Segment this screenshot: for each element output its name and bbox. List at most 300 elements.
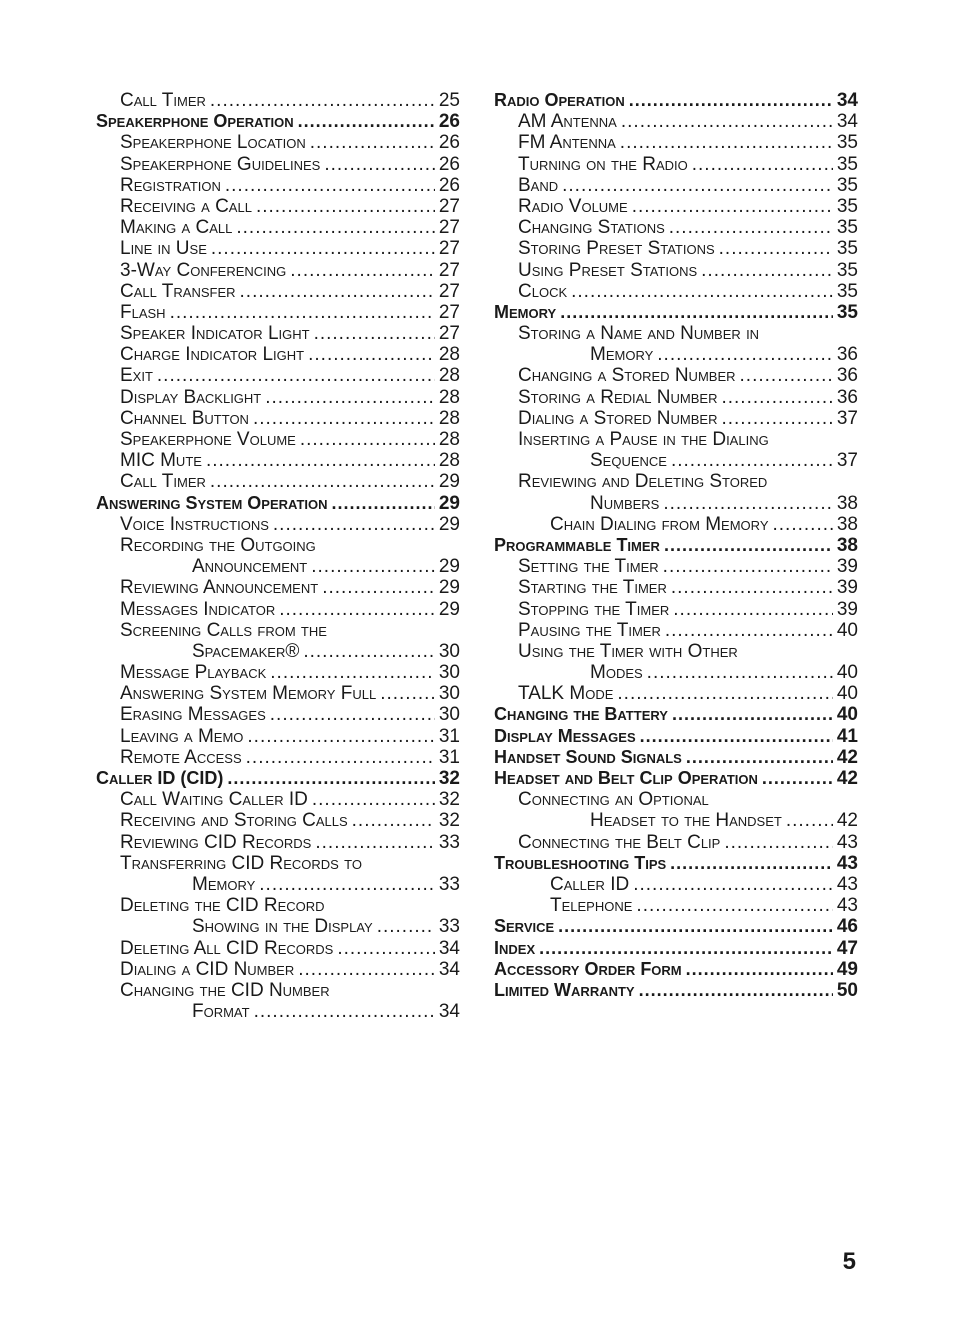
toc-leader-dots <box>225 175 435 196</box>
toc-page-number: 29 <box>438 492 460 514</box>
toc-page-number: 27 <box>438 323 460 345</box>
toc-left-column <box>96 90 460 1022</box>
toc-page-number: 35 <box>836 238 858 260</box>
toc-entry[interactable] <box>494 196 858 217</box>
toc-leader-dots <box>724 832 833 853</box>
toc-page-number: 35 <box>836 217 858 239</box>
toc-page-number: 43 <box>836 873 858 895</box>
toc-leader-dots <box>246 747 435 768</box>
toc-page-number: 37 <box>836 450 858 472</box>
toc-entry-title: Message Playback <box>120 662 267 684</box>
toc-section-entry[interactable] <box>494 916 858 937</box>
toc-entry[interactable] <box>494 365 858 386</box>
toc-entry[interactable] <box>96 154 460 175</box>
toc-entry[interactable] <box>96 641 460 662</box>
toc-entry-title: Answering System Operation <box>96 492 328 513</box>
toc-section-entry[interactable] <box>494 980 858 1001</box>
toc-entry[interactable] <box>96 175 460 196</box>
toc-entry-title: Memory <box>590 344 654 366</box>
toc-entry[interactable] <box>494 175 858 196</box>
toc-entry-title: Speaker Indicator Light <box>120 323 310 345</box>
toc-entry-title: Headset to the Handset <box>590 810 782 832</box>
toc-page-number: 43 <box>836 895 858 917</box>
toc-page-number: 32 <box>438 810 460 832</box>
toc-leader-dots <box>303 641 435 662</box>
toc-entry[interactable] <box>96 959 460 980</box>
toc-page-number: 38 <box>836 492 858 514</box>
toc-entry-title: Accessory Order Form <box>494 958 682 979</box>
toc-leader-dots <box>256 196 435 217</box>
toc-leader-dots <box>337 938 435 959</box>
toc-entry-title: Voice Instructions <box>120 513 269 535</box>
toc-entry-title: Answering System Memory Full <box>120 683 377 705</box>
toc-section-entry[interactable] <box>96 111 460 132</box>
toc-entry[interactable] <box>494 493 858 514</box>
toc-leader-dots <box>210 471 435 492</box>
toc-entry-wrapped-title[interactable]: Transferring CID Records to <box>120 852 362 874</box>
toc-entry-title: Caller ID (CID) <box>96 768 224 788</box>
toc-leader-dots <box>312 789 435 810</box>
toc-leader-dots <box>719 238 833 259</box>
toc-page-number: 30 <box>438 683 460 705</box>
toc-page-number: 42 <box>836 810 858 832</box>
toc-leader-dots <box>332 493 435 514</box>
toc-entry-title: Charge Indicator Light <box>120 344 305 366</box>
toc-entry[interactable] <box>494 260 858 281</box>
toc-entry-title: Spacemaker® <box>192 640 300 662</box>
toc-entry[interactable] <box>96 281 460 302</box>
toc-page-number: 36 <box>836 365 858 387</box>
toc-entry[interactable] <box>96 365 460 386</box>
toc-entry[interactable] <box>494 450 858 471</box>
toc-entry[interactable] <box>96 1001 460 1022</box>
toc-entry-title: Call Waiting Caller ID <box>120 789 308 811</box>
toc-page-number: 33 <box>438 873 460 895</box>
toc-entry[interactable] <box>494 217 858 238</box>
toc-leader-dots <box>254 1001 435 1022</box>
toc-page-number: 31 <box>438 746 460 768</box>
toc-entry-title: Turning on the Radio <box>518 153 688 175</box>
toc-entry-title: Display Messages <box>494 725 636 746</box>
toc-entry-title: Using Preset Stations <box>518 259 698 281</box>
toc-leader-dots <box>170 302 435 323</box>
page-number: 5 <box>842 1248 856 1275</box>
toc-leader-dots <box>300 429 435 450</box>
toc-entry[interactable] <box>96 238 460 259</box>
toc-entry[interactable] <box>96 683 460 704</box>
toc-entry[interactable] <box>96 90 460 111</box>
toc-entry-title: Dialing a CID Number <box>120 958 295 980</box>
toc-section-entry[interactable] <box>494 726 858 747</box>
toc-entry-title: Flash <box>120 301 166 323</box>
toc-page-number: 40 <box>836 683 858 705</box>
toc-leader-dots <box>259 874 435 895</box>
toc-page-number: 26 <box>438 153 460 175</box>
toc-entry[interactable] <box>494 344 858 365</box>
toc-page-number: 28 <box>438 429 460 450</box>
toc-leader-dots <box>663 493 833 514</box>
toc-leader-dots <box>647 662 833 683</box>
toc-leader-dots <box>639 980 833 1001</box>
toc-leader-dots <box>298 111 435 132</box>
toc-section-entry[interactable] <box>494 938 858 959</box>
toc-leader-dots <box>620 132 833 153</box>
toc-leader-dots <box>617 683 832 704</box>
toc-entry-title: Changing Stations <box>518 217 665 239</box>
toc-entry-title: Display Backlight <box>120 386 262 408</box>
toc-entry-title: Band <box>518 174 559 196</box>
toc-entry-title: Service <box>494 916 555 937</box>
toc-page-number: 25 <box>438 90 460 111</box>
toc-entry[interactable] <box>96 747 460 768</box>
toc-entry[interactable] <box>96 726 460 747</box>
toc-entry-title: Changing a Stored Number <box>518 365 736 387</box>
toc-page-number: 27 <box>438 301 460 323</box>
toc-entry-wrapped-title[interactable]: Reviewing and Deleting Stored <box>518 471 768 493</box>
toc-entry[interactable] <box>96 260 460 281</box>
toc-page-number: 29 <box>438 513 460 535</box>
toc-section-entry[interactable] <box>96 768 460 789</box>
toc-entry[interactable] <box>494 662 858 683</box>
toc-entry-title: TALK Mode <box>518 683 614 705</box>
toc-entry-title: Handset Sound Signals <box>494 746 682 767</box>
toc-page-number: 28 <box>438 365 460 387</box>
toc-page-number: 38 <box>836 534 858 556</box>
toc-section-entry[interactable] <box>96 493 460 514</box>
toc-leader-dots <box>686 747 833 768</box>
toc-leader-dots <box>560 302 833 323</box>
toc-entry-title: Troubleshooting Tips <box>494 852 667 873</box>
toc-page-number: 32 <box>438 768 460 789</box>
toc-page-number: 38 <box>836 513 858 535</box>
toc-leader-dots <box>211 238 435 259</box>
toc-entry-title: 3-Way Conferencing <box>120 259 287 281</box>
toc-page-number: 27 <box>438 259 460 281</box>
toc-section-entry[interactable] <box>494 959 858 980</box>
toc-page-number: 34 <box>438 958 460 980</box>
toc-leader-dots <box>692 154 833 175</box>
toc-page-number: 39 <box>836 556 858 578</box>
toc-page-number: 28 <box>438 386 460 408</box>
toc-entry-title: Registration <box>120 174 221 196</box>
toc-page-number: 41 <box>836 725 858 747</box>
toc-entry-wrapped-title[interactable]: Recording the Outgoing <box>120 534 316 556</box>
toc-entry[interactable] <box>96 832 460 853</box>
toc-page-number: 33 <box>438 831 460 853</box>
toc-leader-dots <box>721 408 832 429</box>
toc-leader-dots <box>314 323 435 344</box>
toc-page-number: 35 <box>836 259 858 281</box>
toc-entry-title: Reviewing CID Records <box>120 831 312 853</box>
toc-page-number: 40 <box>836 619 858 641</box>
toc-page-number: 29 <box>438 556 460 578</box>
toc-entry-title: Erasing Messages <box>120 704 266 726</box>
toc-entry-title: Memory <box>494 301 557 322</box>
toc-entry-title: Announcement <box>192 556 308 578</box>
toc-leader-dots <box>298 959 435 980</box>
toc-page-number: 28 <box>438 407 460 429</box>
toc-entry[interactable] <box>96 599 460 620</box>
toc-page-number: 40 <box>836 704 858 726</box>
toc-leader-dots <box>206 450 435 471</box>
toc-section-entry[interactable] <box>494 853 858 874</box>
toc-leader-dots <box>740 365 833 386</box>
toc-entry[interactable] <box>96 938 460 959</box>
toc-entry[interactable] <box>494 556 858 577</box>
toc-leader-dots <box>270 662 435 683</box>
toc-entry[interactable] <box>494 577 858 598</box>
toc-page-number: 40 <box>836 662 858 684</box>
toc-entry-title: Reviewing Announcement <box>120 577 319 599</box>
toc-leader-dots <box>671 577 833 598</box>
toc-leader-dots <box>157 365 435 386</box>
toc-page-number: 29 <box>438 577 460 599</box>
toc-leader-dots <box>664 535 833 556</box>
toc-page-number: 29 <box>438 471 460 493</box>
toc-entry[interactable] <box>494 132 858 153</box>
toc-leader-dots <box>762 768 833 789</box>
toc-leader-dots <box>380 683 435 704</box>
toc-entry-title: Stopping the Timer <box>518 598 670 620</box>
toc-page-number: 35 <box>836 174 858 196</box>
toc-page-number: 47 <box>836 937 858 959</box>
toc-entry[interactable] <box>96 450 460 471</box>
toc-leader-dots <box>322 577 435 598</box>
toc-leader-dots <box>670 853 833 874</box>
toc-entry[interactable] <box>494 281 858 302</box>
toc-leader-dots <box>721 387 832 408</box>
toc-leader-dots <box>701 260 833 281</box>
toc-entry[interactable] <box>96 577 460 598</box>
toc-leader-dots <box>665 620 833 641</box>
toc-page-number: 43 <box>836 852 858 874</box>
toc-entry-title: Modes <box>590 662 643 684</box>
toc-leader-dots <box>377 916 435 937</box>
toc-leader-dots <box>265 387 435 408</box>
toc-entry[interactable] <box>494 895 858 916</box>
toc-entry[interactable] <box>96 217 460 238</box>
toc-entry-title: Showing in the Display <box>192 916 373 938</box>
toc-entry[interactable] <box>96 387 460 408</box>
toc-entry[interactable] <box>96 196 460 217</box>
toc-entry[interactable] <box>96 323 460 344</box>
toc-page-number: 26 <box>438 111 460 133</box>
toc-entry[interactable] <box>494 683 858 704</box>
toc-entry-title: Dialing a Stored Number <box>518 407 718 429</box>
toc-entry-title: Receiving a Call <box>120 195 252 217</box>
toc-entry-title: Setting the Timer <box>518 556 659 578</box>
toc-entry-title: Receiving and Storing Calls <box>120 810 348 832</box>
toc-entry[interactable] <box>96 556 460 577</box>
toc-entry[interactable] <box>96 302 460 323</box>
toc-entry-title: Changing the Battery <box>494 704 668 725</box>
toc-entry[interactable] <box>494 111 858 132</box>
toc-page-number: 34 <box>836 90 858 111</box>
toc-entry[interactable] <box>494 810 858 831</box>
toc-page-number: 27 <box>438 217 460 239</box>
toc-entry-title: Pausing the Timer <box>518 619 661 641</box>
toc-entry-wrapped-title[interactable]: Deleting the CID Record <box>120 895 325 917</box>
toc-entry-wrapped-title[interactable]: Changing the CID Number <box>120 979 330 1001</box>
toc-page-number: 39 <box>836 577 858 599</box>
toc-entry-title: AM Antenna <box>518 111 617 133</box>
toc-entry-title: Connecting the Belt Clip <box>518 831 721 853</box>
toc-leader-dots <box>663 556 833 577</box>
toc-page-number: 27 <box>438 238 460 260</box>
toc-entry-title: Making a Call <box>120 217 233 239</box>
toc-leader-dots <box>686 959 833 980</box>
toc-entry-title: Leaving a Memo <box>120 725 244 747</box>
toc-leader-dots <box>240 281 435 302</box>
toc-page-number: 36 <box>836 386 858 408</box>
toc-entry-title: Index <box>494 937 536 958</box>
toc-entry-title: Speakerphone Volume <box>120 429 296 450</box>
toc-entry-wrapped-title[interactable]: Using the Timer with Other <box>518 640 738 662</box>
toc-page-number: 26 <box>438 132 460 154</box>
toc-entry[interactable] <box>96 916 460 937</box>
toc-entry[interactable] <box>96 132 460 153</box>
toc-page-number: 35 <box>836 195 858 217</box>
toc-entry[interactable] <box>96 471 460 492</box>
toc-entry-title: Speakerphone Location <box>120 132 306 154</box>
toc-entry[interactable] <box>494 387 858 408</box>
toc-entry-title: Headset and Belt Clip Operation <box>494 768 758 788</box>
toc-leader-dots <box>247 726 434 747</box>
toc-leader-dots <box>671 450 833 471</box>
toc-page-number: 37 <box>836 407 858 429</box>
toc-page-number: 50 <box>836 979 858 1001</box>
toc-entry[interactable] <box>96 344 460 365</box>
toc-page-number: 34 <box>438 937 460 959</box>
toc-section-entry[interactable] <box>494 747 858 768</box>
toc-page-number: 27 <box>438 195 460 217</box>
toc-page-number: 29 <box>438 598 460 620</box>
toc-entry[interactable] <box>494 408 858 429</box>
toc-section-entry[interactable] <box>494 90 858 111</box>
toc-section-entry[interactable] <box>494 768 858 789</box>
toc-leader-dots <box>308 344 435 365</box>
toc-entry-title: Radio Operation <box>494 90 625 110</box>
toc-entry-title: MIC Mute <box>120 450 202 472</box>
toc-leader-dots <box>571 281 833 302</box>
toc-page-number: 35 <box>836 153 858 175</box>
toc-entry-title: Messages Indicator <box>120 598 276 620</box>
toc-entry-title: Programmable Timer <box>494 534 660 555</box>
toc-entry-title: Storing a Redial Number <box>518 386 718 408</box>
toc-entry[interactable] <box>494 154 858 175</box>
toc-entry-wrapped-title[interactable]: Inserting a Pause in the Dialing <box>518 429 769 450</box>
toc-leader-dots <box>562 175 833 196</box>
toc-entry-title: Speakerphone Operation <box>96 111 294 132</box>
toc-page-number: 32 <box>438 789 460 811</box>
toc-page-number: 31 <box>438 725 460 747</box>
toc-leader-dots <box>210 90 435 111</box>
toc-entry-wrapped-title[interactable]: Connecting an Optional <box>518 789 709 811</box>
toc-entry-title: Call Transfer <box>120 280 236 302</box>
toc-entry-title: Numbers <box>590 492 660 514</box>
toc-entry-title: Radio Volume <box>518 195 628 217</box>
toc-page-number: 35 <box>836 280 858 302</box>
toc-page-number: 34 <box>836 111 858 133</box>
toc-leader-dots <box>279 599 435 620</box>
toc-entry-wrapped-title[interactable]: Storing a Name and Number in <box>518 323 760 345</box>
toc-leader-dots <box>315 832 435 853</box>
toc-page-number: 35 <box>836 301 858 323</box>
toc-page-number: 36 <box>836 344 858 366</box>
toc-leader-dots <box>621 111 833 132</box>
toc-entry[interactable] <box>494 874 858 895</box>
toc-page-number: 28 <box>438 450 460 472</box>
toc-entry-title: Starting the Timer <box>518 577 667 599</box>
toc-entry-title: Caller ID <box>550 873 630 895</box>
toc-entry-title: FM Antenna <box>518 132 616 154</box>
toc-leader-dots <box>227 768 435 789</box>
toc-section-entry[interactable] <box>494 704 858 725</box>
toc-section-entry[interactable] <box>494 535 858 556</box>
toc-page-number: 28 <box>438 344 460 366</box>
toc-leader-dots <box>352 810 435 831</box>
toc-leader-dots <box>640 726 833 747</box>
toc-page-number: 39 <box>836 598 858 620</box>
toc-leader-dots <box>657 344 833 365</box>
toc-leader-dots <box>633 874 833 895</box>
toc-entry-title: Channel Button <box>120 407 249 429</box>
toc-page-number: 35 <box>836 132 858 154</box>
toc-entry[interactable] <box>96 810 460 831</box>
toc-leader-dots <box>632 196 833 217</box>
toc-entry[interactable] <box>96 429 460 450</box>
toc-entry-title: Line in Use <box>120 238 207 260</box>
toc-leader-dots <box>786 810 833 831</box>
toc-leader-dots <box>773 514 833 535</box>
toc-leader-dots <box>669 217 833 238</box>
toc-entry[interactable] <box>494 238 858 259</box>
toc-page-number: 43 <box>836 831 858 853</box>
toc-leader-dots <box>629 90 833 111</box>
toc-entry-title: Telephone <box>550 895 633 917</box>
toc-entry[interactable] <box>96 704 460 725</box>
toc-leader-dots <box>273 514 435 535</box>
toc-leader-dots <box>253 408 435 429</box>
toc-page-number: 42 <box>836 746 858 768</box>
toc-leader-dots <box>673 599 833 620</box>
toc-page-number: 46 <box>836 916 858 938</box>
toc-entry[interactable] <box>494 514 858 535</box>
toc-page-number: 27 <box>438 280 460 302</box>
toc-entry-title: Remote Access <box>120 746 242 768</box>
toc-leader-dots <box>270 704 435 725</box>
toc-entry-title: Format <box>192 1001 250 1023</box>
toc-page-number: 34 <box>438 1001 460 1023</box>
toc-leader-dots <box>324 154 435 175</box>
toc-entry[interactable] <box>494 832 858 853</box>
toc-page-number: 30 <box>438 662 460 684</box>
toc-entry[interactable] <box>96 514 460 535</box>
toc-leader-dots <box>539 938 833 959</box>
toc-page-number: 33 <box>438 916 460 938</box>
toc-leader-dots <box>311 556 435 577</box>
toc-section-entry[interactable] <box>494 302 858 323</box>
toc-entry[interactable] <box>96 789 460 810</box>
toc-entry[interactable] <box>96 662 460 683</box>
toc-entry-wrapped-title[interactable]: Screening Calls from the <box>120 619 327 641</box>
toc-entry[interactable] <box>96 408 460 429</box>
toc-entry[interactable] <box>494 620 858 641</box>
toc-entry[interactable] <box>494 599 858 620</box>
toc-entry[interactable] <box>96 874 460 895</box>
toc-entry-title: Storing Preset Stations <box>518 238 715 260</box>
toc-leader-dots <box>236 217 434 238</box>
